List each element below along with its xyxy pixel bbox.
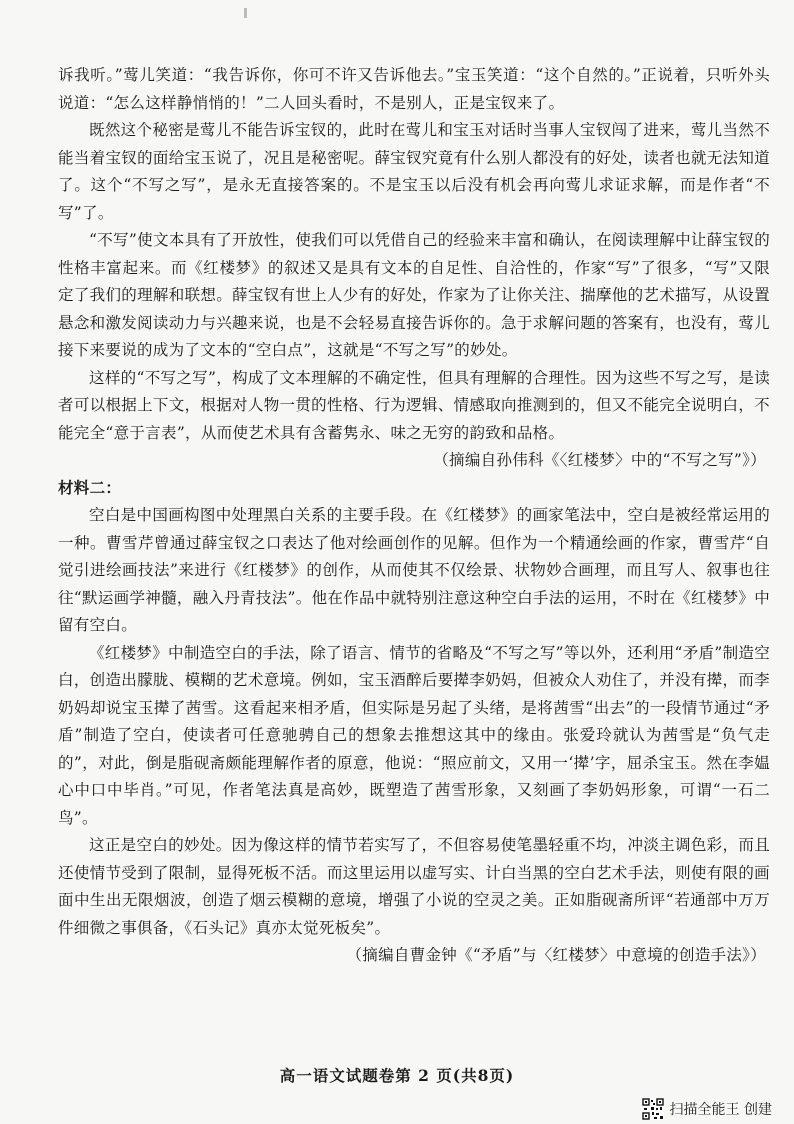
paragraph: 既然这个秘密是莺儿不能告诉宝钗的，此时在莺儿和宝玉对话时当事人宝钗闯了进来，莺儿当然不能当着宝钗的面给宝玉说了，况且是秘密呢。薛宝钗究竟有什么别人都没有的好处，读者也就无法知道了。这个“不写之写”，是永无直接答案的。不是宝玉以后没有机会再向莺儿求证求解，而是作者“不写”了。	[58, 121, 770, 222]
paragraph-continuation: 诉我听。”莺儿笑道：“我告诉你，你可不许又告诉他去。”宝玉笑道：“这个自然的。”正说着，只听外头说道：“怎么这样静悄悄的！”二人回头看时，不是别人，正是宝钗来了。	[58, 66, 770, 112]
scanner-watermark	[642, 1098, 772, 1120]
paragraph: 这样的“不写之写”，构成了文本理解的不确定性，但具有理解的合理性。因为这些不写之写，是读者可以根据上下文，根据对人物一贯的性格、行为逻辑、情感取向推测到的，但又不能完全说明白，不能完全“意于言表”，从而使艺术具有含蓄隽永、味之无穷的韵致和品格。	[58, 368, 770, 442]
paragraph: 空白是中国画构图中处理黑白关系的主要手段。在《红楼梦》的画家笔法中，空白是被经常运用的一种。曹雪芹曾通过薛宝钗之口表达了他对绘画创作的见解。但作为一个精通绘画的作家，曹雪芹“自觉引进绘画技法”来进行《红楼梦》的创作，从而使其不仅绘景、状物妙合画理，而且写人、叙事也往往“默运画学神髓，融入丹青技法”。他在作品中就特别注意这种空白手法的运用，不时在《红楼梦》中留有空白。	[58, 506, 770, 634]
paragraph: “不写”使文本具有了开放性，使我们可以凭借自己的经验来丰富和确认，在阅读理解中让薛宝钗的性格丰富起来。而《红楼梦》的叙述又是具有文本的自足性、自洽性的，作家“写”了很多，“写”又限定了我们的理解和联想。薛宝钗有世上人少有的好处，作家为了让你关注、揣摩他的艺术描写，从设置悬念和激发阅读动力与兴趣来说，也是不会轻易直接告诉你的。急于求解问题的答案有，也没有，莺儿接下来要说的成为了文本的“空白点”，这就是“不写之写”的妙处。	[58, 231, 770, 359]
material-two-heading: 材料二：	[58, 478, 122, 497]
source-citation-2: （摘编自曹金钟《“矛盾”与〈红楼梦〉中意境的创造手法》）	[346, 946, 766, 964]
page-content	[58, 62, 770, 970]
paragraph: 《红楼梦》中制造空白的手法，除了语言、情节的省略及“不写之写”等以外，还利用“矛盾”制造空白，创造出朦胧、模糊的艺术意境。例如，宝玉酒醉后要撵李奶妈，但被众人劝住了，并没有撵，而李奶妈却说宝玉撵了茜雪。这看起来相矛盾，但实际是另起了头绪，是将茜雪“出去”的一段情节通过“矛盾”制造了空白，使读者可任意驰骋自己的想象去推想这其中的缘由。张爱玲就认为茜雪是“负气走的”，对此，倒是脂砚斋颇能理解作者的原意，他说：“照应前文，又用一‘撵’字，屈杀宝玉。然在李媪心中口中毕肖。”可见，作者笔法真是高妙，既塑造了茜雪形象，又刻画了李奶妈形象，可谓“一石二鸟”。	[58, 643, 770, 827]
scan-mark	[244, 8, 247, 18]
qr-code-icon	[642, 1098, 664, 1120]
source-citation-1: （摘编自孙伟科《〈红楼梦〉中的“不写之写”》）	[433, 451, 766, 469]
scanner-label: 扫描全能王 创建	[669, 1102, 772, 1118]
page-footer: 高一语文试题卷第 2 页(共8页)	[279, 1066, 515, 1085]
paragraph: 这正是空白的妙处。因为像这样的情节若实写了，不但容易使笔墨轻重不均，冲淡主调色彩，而且还使情节受到了限制，显得死板不活。而这里运用以虚写实、计白当黑的空白艺术手法，则使有限的画面中生出无限烟波，创造了烟云模糊的意境，增强了小说的空灵之美。正如脂砚斋所评“若通部中万万件细微之事俱备，《石头记》真亦太觉死板矣”。	[58, 836, 770, 937]
